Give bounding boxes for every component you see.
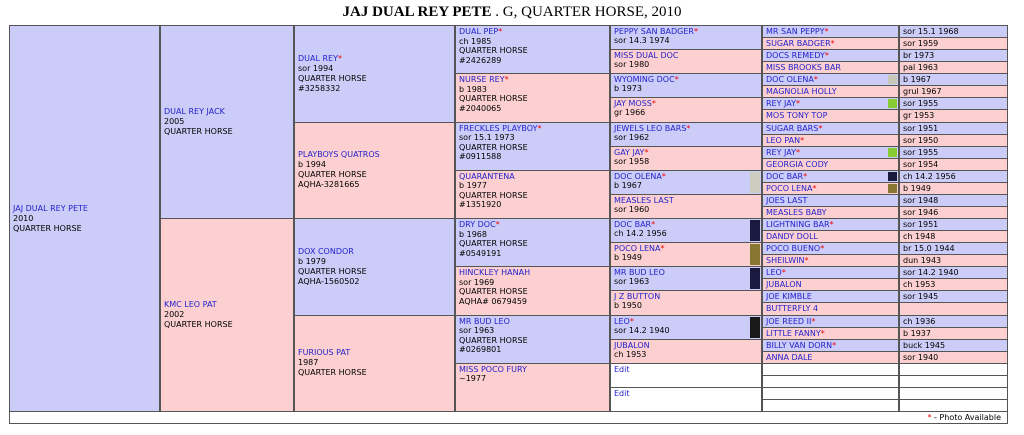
- photo-star-icon: *: [927, 413, 932, 422]
- horse-detail: b 1967: [614, 180, 642, 190]
- horse-detail: QUARTER HORSE: [298, 368, 367, 378]
- horse-detail: sor 1955: [899, 146, 1008, 159]
- pedigree-cell-dual-pep: [455, 25, 610, 74]
- pedigree-cell-edit: [610, 387, 762, 412]
- pedigree-cell-poco-lena: [610, 242, 762, 267]
- pedigree-cell-nurse-rey: [455, 73, 610, 122]
- horse-name-link[interactable]: MR BUD LEO: [614, 268, 665, 278]
- horse-detail: #0911588: [459, 152, 502, 161]
- horse-detail: sor 1951: [899, 122, 1008, 135]
- color-swatch: [750, 172, 760, 193]
- pedigree-cell-leo: [610, 315, 762, 340]
- photo-star-icon: *: [537, 123, 542, 133]
- horse-name-link[interactable]: GEORGIA CODY: [766, 159, 829, 169]
- horse-name-link[interactable]: DUAL REY JACK: [164, 107, 225, 116]
- horse-name-link[interactable]: MR BUD LEO: [459, 316, 510, 326]
- color-swatch: [750, 317, 760, 338]
- horse-detail: 2002: [164, 310, 185, 319]
- horse-name-link[interactable]: JAJ DUAL REY PETE: [13, 203, 88, 213]
- horse-detail: sor 1948: [899, 194, 1008, 207]
- photo-star-icon: *: [651, 220, 656, 229]
- horse-detail: sor 14.3 1974: [614, 36, 670, 45]
- pedigree-cell-jaj-dual-rey-pete: [9, 25, 160, 412]
- horse-detail: sor 15.1 1973: [459, 133, 515, 142]
- horse-detail: pal 1963: [899, 61, 1008, 74]
- horse-name-link[interactable]: DOCS REMEDY: [766, 51, 825, 61]
- horse-detail: ch 1936: [899, 315, 1008, 328]
- photo-star-icon: *: [644, 147, 649, 157]
- horse-name-link[interactable]: FURIOUS PAT: [298, 348, 351, 358]
- horse-name-link[interactable]: MEASLES LAST: [614, 195, 674, 205]
- horse-name-link[interactable]: DANDY DOLL: [766, 232, 818, 242]
- pedigree-cell-wyoming-doc: [610, 73, 762, 98]
- photo-star-icon: *: [686, 123, 691, 133]
- horse-detail: br 1973: [899, 49, 1008, 62]
- horse-detail: sor 1994: [298, 63, 334, 73]
- horse-name-link[interactable]: MISS POCO FURY: [459, 364, 527, 374]
- photo-star-icon: *: [338, 53, 342, 63]
- pedigree-cell-edit: [610, 363, 762, 388]
- horse-detail: sor 1959: [899, 37, 1008, 50]
- horse-name-link[interactable]: JEWELS LEO BARS: [614, 123, 687, 133]
- pedigree-cell-j-z-button: [610, 290, 762, 315]
- horse-detail: gr 1966: [614, 108, 646, 118]
- color-swatch: [888, 172, 897, 181]
- horse-detail: sor 1969: [459, 277, 495, 287]
- horse-detail: b 1949: [614, 253, 642, 263]
- horse-name-link[interactable]: BUTTERFLY 4: [766, 304, 819, 314]
- horse-name-link[interactable]: Edit: [614, 364, 630, 374]
- pedigree-cell-freckles-playboy: [455, 122, 610, 171]
- horse-name-link[interactable]: MISS BROOKS BAR: [766, 63, 841, 73]
- horse-detail: sor 14.2 1940: [614, 325, 670, 335]
- pedigree-cell-hinckley-hanah: [455, 266, 610, 315]
- pedigree-cell-playboys-quatros: [294, 122, 455, 220]
- horse-name-link[interactable]: GAY JAY: [614, 147, 645, 157]
- horse-name-link[interactable]: JOES LAST: [766, 195, 808, 205]
- horse-name-link[interactable]: LITTLE FANNY: [766, 328, 821, 338]
- horse-detail: QUARTER HORSE: [459, 287, 528, 297]
- horse-detail: b 1994: [298, 160, 326, 170]
- horse-name-link[interactable]: NURSE REY: [459, 75, 505, 85]
- horse-detail: QUARTER HORSE: [459, 239, 528, 248]
- horse-detail: 2010: [13, 213, 34, 223]
- horse-detail: grul 1967: [899, 85, 1008, 98]
- horse-detail: AQHA-3281665: [298, 180, 360, 190]
- horse-name-link[interactable]: JUBALON: [614, 340, 650, 350]
- horse-name-link[interactable]: JUBALON: [766, 280, 802, 290]
- horse-name-link[interactable]: SHEILWIN: [766, 256, 805, 266]
- horse-name-link[interactable]: MEASLES BABY: [766, 207, 827, 217]
- horse-name-link[interactable]: LIGHTNING BAR: [766, 220, 830, 229]
- horse-detail: ch 1953: [899, 278, 1008, 291]
- pedigree-cell-miss-poco-fury: [455, 363, 610, 412]
- color-swatch: [888, 75, 897, 84]
- pedigree-cell-quarantena: [455, 170, 610, 219]
- horse-name-link[interactable]: REY JAY: [766, 99, 796, 109]
- horse-name-link[interactable]: POCO LENA: [614, 244, 661, 254]
- horse-name-link[interactable]: PEPPY SAN BADGER: [614, 27, 694, 36]
- horse-name-link[interactable]: JOE KIMBLE: [766, 292, 812, 302]
- horse-detail: AQHA# 0679459: [459, 296, 527, 306]
- photo-star-icon: *: [824, 27, 829, 36]
- horse-name-link[interactable]: PLAYBOYS QUATROS: [298, 150, 380, 160]
- pedigree-cell-dry-doc: [455, 218, 610, 267]
- horse-detail: b 1967: [899, 73, 1008, 86]
- horse-detail: QUARTER HORSE: [13, 223, 82, 233]
- photo-star-icon: *: [629, 316, 634, 326]
- horse-detail: #2040065: [459, 103, 502, 113]
- horse-detail: sor 1955: [899, 97, 1008, 110]
- horse-detail: sor 1951: [899, 218, 1008, 231]
- horse-detail: QUARTER HORSE: [164, 320, 233, 329]
- pedigree-cell-doc-bar: [610, 218, 762, 243]
- horse-name-link[interactable]: DOX CONDOR: [298, 246, 354, 256]
- horse-name-link[interactable]: DOC BAR: [614, 220, 652, 229]
- horse-detail: sor 1962: [614, 132, 650, 142]
- horse-detail: 1987: [298, 358, 319, 368]
- photo-star-icon: *: [830, 39, 835, 49]
- photo-star-icon: *: [693, 27, 698, 36]
- pedigree-cell-jubalon: [610, 339, 762, 364]
- horse-name-link[interactable]: JOE REED II: [766, 316, 812, 326]
- horse-detail: ch 1985: [459, 36, 492, 46]
- horse-name-link[interactable]: J Z BUTTON: [614, 292, 661, 302]
- horse-name-link[interactable]: DRY DOC: [459, 220, 496, 229]
- horse-name-link[interactable]: JAY MOSS: [614, 99, 652, 109]
- pedigree-cell-measles-last: [610, 194, 762, 219]
- horse-detail: sor 1940: [899, 351, 1008, 364]
- color-swatch: [750, 244, 760, 265]
- horse-detail: QUARTER HORSE: [459, 335, 528, 345]
- horse-detail: AQHA-1560502: [298, 276, 360, 286]
- horse-detail: dun 1943: [899, 254, 1008, 267]
- photo-star-icon: *: [498, 27, 503, 36]
- photo-star-icon: *: [812, 183, 817, 193]
- horse-detail: b 1979: [298, 256, 326, 266]
- photo-star-icon: *: [796, 99, 800, 109]
- horse-name-link[interactable]: QUARANTENA: [459, 171, 515, 181]
- pedigree-cell-mr-bud-leo: [455, 315, 610, 364]
- photo-legend-text: - Photo Available: [931, 413, 1001, 422]
- photo-star-icon: *: [824, 51, 829, 61]
- pedigree-cell-kmc-leo-pat: [160, 218, 294, 412]
- horse-detail: QUARTER HORSE: [459, 94, 528, 104]
- horse-detail: ch 1953: [614, 349, 647, 359]
- horse-name-link[interactable]: MR SAN PEPPY: [766, 27, 825, 36]
- horse-detail: QUARTER HORSE: [298, 73, 367, 83]
- pedigree-cell-peppy-san-badger: [610, 25, 762, 50]
- photo-star-icon: *: [781, 268, 786, 278]
- horse-name-link[interactable]: KMC LEO PAT: [164, 300, 217, 309]
- horse-detail: sor 14.2 1940: [899, 266, 1008, 279]
- horse-detail: QUARTER HORSE: [298, 170, 367, 180]
- photo-star-icon: *: [800, 135, 805, 145]
- horse-detail: sor 15.1 1968: [899, 25, 1008, 38]
- pedigree-cell-gay-jay: [610, 146, 762, 171]
- horse-name-link[interactable]: SUGAR BADGER: [766, 39, 831, 49]
- horse-detail: #1351920: [459, 200, 502, 210]
- horse-detail: sor 1958: [614, 156, 650, 166]
- horse-detail: sor 1950: [899, 134, 1008, 147]
- horse-name-link[interactable]: DOC OLENA: [614, 171, 662, 181]
- color-swatch: [888, 99, 897, 108]
- photo-star-icon: *: [796, 147, 800, 157]
- horse-name-link[interactable]: MAGNOLIA HOLLY: [766, 87, 837, 97]
- photo-star-icon: *: [820, 244, 825, 254]
- photo-star-icon: *: [674, 75, 679, 85]
- horse-name-link[interactable]: DUAL PEP: [459, 27, 499, 36]
- photo-star-icon: *: [818, 123, 823, 133]
- horse-name-link[interactable]: WYOMING DOC: [614, 75, 675, 85]
- horse-detail: #3258332: [298, 83, 341, 93]
- horse-detail: QUARTER HORSE: [298, 266, 367, 276]
- horse-detail: 2005: [164, 117, 185, 126]
- horse-detail: b 1983: [459, 84, 487, 94]
- horse-name-link[interactable]: FRECKLES PLAYBOY: [459, 123, 538, 133]
- horse-detail: QUARTER HORSE: [164, 127, 233, 136]
- horse-detail: b 1973: [614, 84, 642, 94]
- photo-star-icon: *: [820, 328, 825, 338]
- horse-detail: QUARTER HORSE: [459, 190, 528, 200]
- horse-name-link[interactable]: LEO: [766, 268, 782, 278]
- horse-name-link[interactable]: DUAL REY: [298, 53, 338, 63]
- pedigree-cell-jay-moss: [610, 97, 762, 122]
- horse-name-link[interactable]: BILLY VAN DORN: [766, 340, 833, 350]
- horse-detail: sor 1963: [614, 277, 650, 287]
- horse-name-link[interactable]: LEO PAN: [766, 135, 801, 145]
- photo-star-icon: *: [660, 244, 665, 254]
- horse-name-link[interactable]: SUGAR BARS: [766, 123, 819, 133]
- photo-star-icon: *: [813, 75, 818, 85]
- horse-name-link[interactable]: DOC OLENA: [766, 75, 814, 85]
- horse-name-link[interactable]: MISS DUAL DOC: [614, 51, 679, 61]
- page-title: [0, 4, 1024, 21]
- photo-star-icon: *: [804, 256, 809, 266]
- pedigree-cell-furious-pat: [294, 315, 455, 413]
- horse-detail: b 1968: [459, 229, 487, 239]
- horse-detail: sor 1954: [899, 158, 1008, 171]
- horse-detail: ~1977: [459, 374, 487, 384]
- pedigree-cell-miss-dual-doc: [610, 49, 762, 74]
- horse-detail: ch 1948: [899, 230, 1008, 243]
- horse-detail: #0549191: [459, 248, 502, 258]
- color-swatch: [888, 184, 897, 193]
- horse-name-link[interactable]: HINCKLEY HANAH: [459, 268, 531, 278]
- pedigree-cell-jewels-leo-bars: [610, 122, 762, 147]
- photo-star-icon: *: [661, 171, 666, 181]
- horse-detail: br 15.0 1944: [899, 242, 1008, 255]
- horse-detail: b 1949: [899, 182, 1008, 195]
- pedigree-cell-doc-olena: [610, 170, 762, 195]
- photo-star-icon: *: [811, 316, 816, 326]
- horse-detail: ch 14.2 1956: [899, 170, 1008, 183]
- title-horse-name: JAJ DUAL REY PETE: [342, 4, 492, 20]
- horse-name-link[interactable]: REY JAY: [766, 147, 796, 157]
- horse-name-link[interactable]: Edit: [614, 388, 630, 398]
- horse-detail: #0269801: [459, 345, 502, 354]
- horse-detail: b 1950: [614, 301, 642, 311]
- horse-detail: #2426289: [459, 55, 502, 65]
- pedigree-cell-dox-condor: [294, 218, 455, 316]
- horse-detail: sor 1980: [614, 60, 650, 70]
- horse-detail: sor 1945: [899, 290, 1008, 303]
- horse-name-link[interactable]: DOC BAR: [766, 171, 804, 181]
- horse-detail: gr 1953: [899, 109, 1008, 122]
- horse-detail: ch 14.2 1956: [614, 229, 667, 238]
- horse-detail: QUARTER HORSE: [459, 46, 528, 55]
- horse-name-link[interactable]: MOS TONY TOP: [766, 111, 828, 121]
- horse-name-link[interactable]: ANNA DALE: [766, 352, 813, 362]
- photo-star-icon: *: [832, 340, 837, 350]
- horse-detail: sor 1946: [899, 206, 1008, 219]
- photo-star-icon: *: [829, 220, 834, 229]
- pedigree-cell-mr-bud-leo: [610, 266, 762, 291]
- horse-detail: QUARTER HORSE: [459, 142, 528, 152]
- horse-name-link[interactable]: POCO BUENO: [766, 244, 821, 254]
- horse-name-link[interactable]: POCO LENA: [766, 183, 813, 193]
- pedigree-cell-dual-rey: [294, 25, 455, 123]
- pedigree-cell-dual-rey-jack: [160, 25, 294, 219]
- horse-detail: b 1977: [459, 181, 487, 191]
- photo-legend: [9, 411, 1008, 424]
- photo-star-icon: *: [495, 220, 500, 229]
- horse-detail: b 1937: [899, 327, 1008, 340]
- horse-detail: sor 1963: [459, 326, 495, 335]
- photo-star-icon: *: [504, 75, 509, 85]
- photo-star-icon: *: [651, 99, 656, 109]
- photo-star-icon: *: [803, 171, 808, 181]
- title-details: . G, QUARTER HORSE, 2010: [491, 4, 682, 20]
- horse-detail: sor 1960: [614, 204, 650, 214]
- color-swatch: [888, 148, 897, 157]
- color-swatch: [750, 220, 760, 241]
- horse-detail: buck 1945: [899, 339, 1008, 352]
- color-swatch: [750, 268, 760, 289]
- horse-name-link[interactable]: LEO: [614, 316, 630, 326]
